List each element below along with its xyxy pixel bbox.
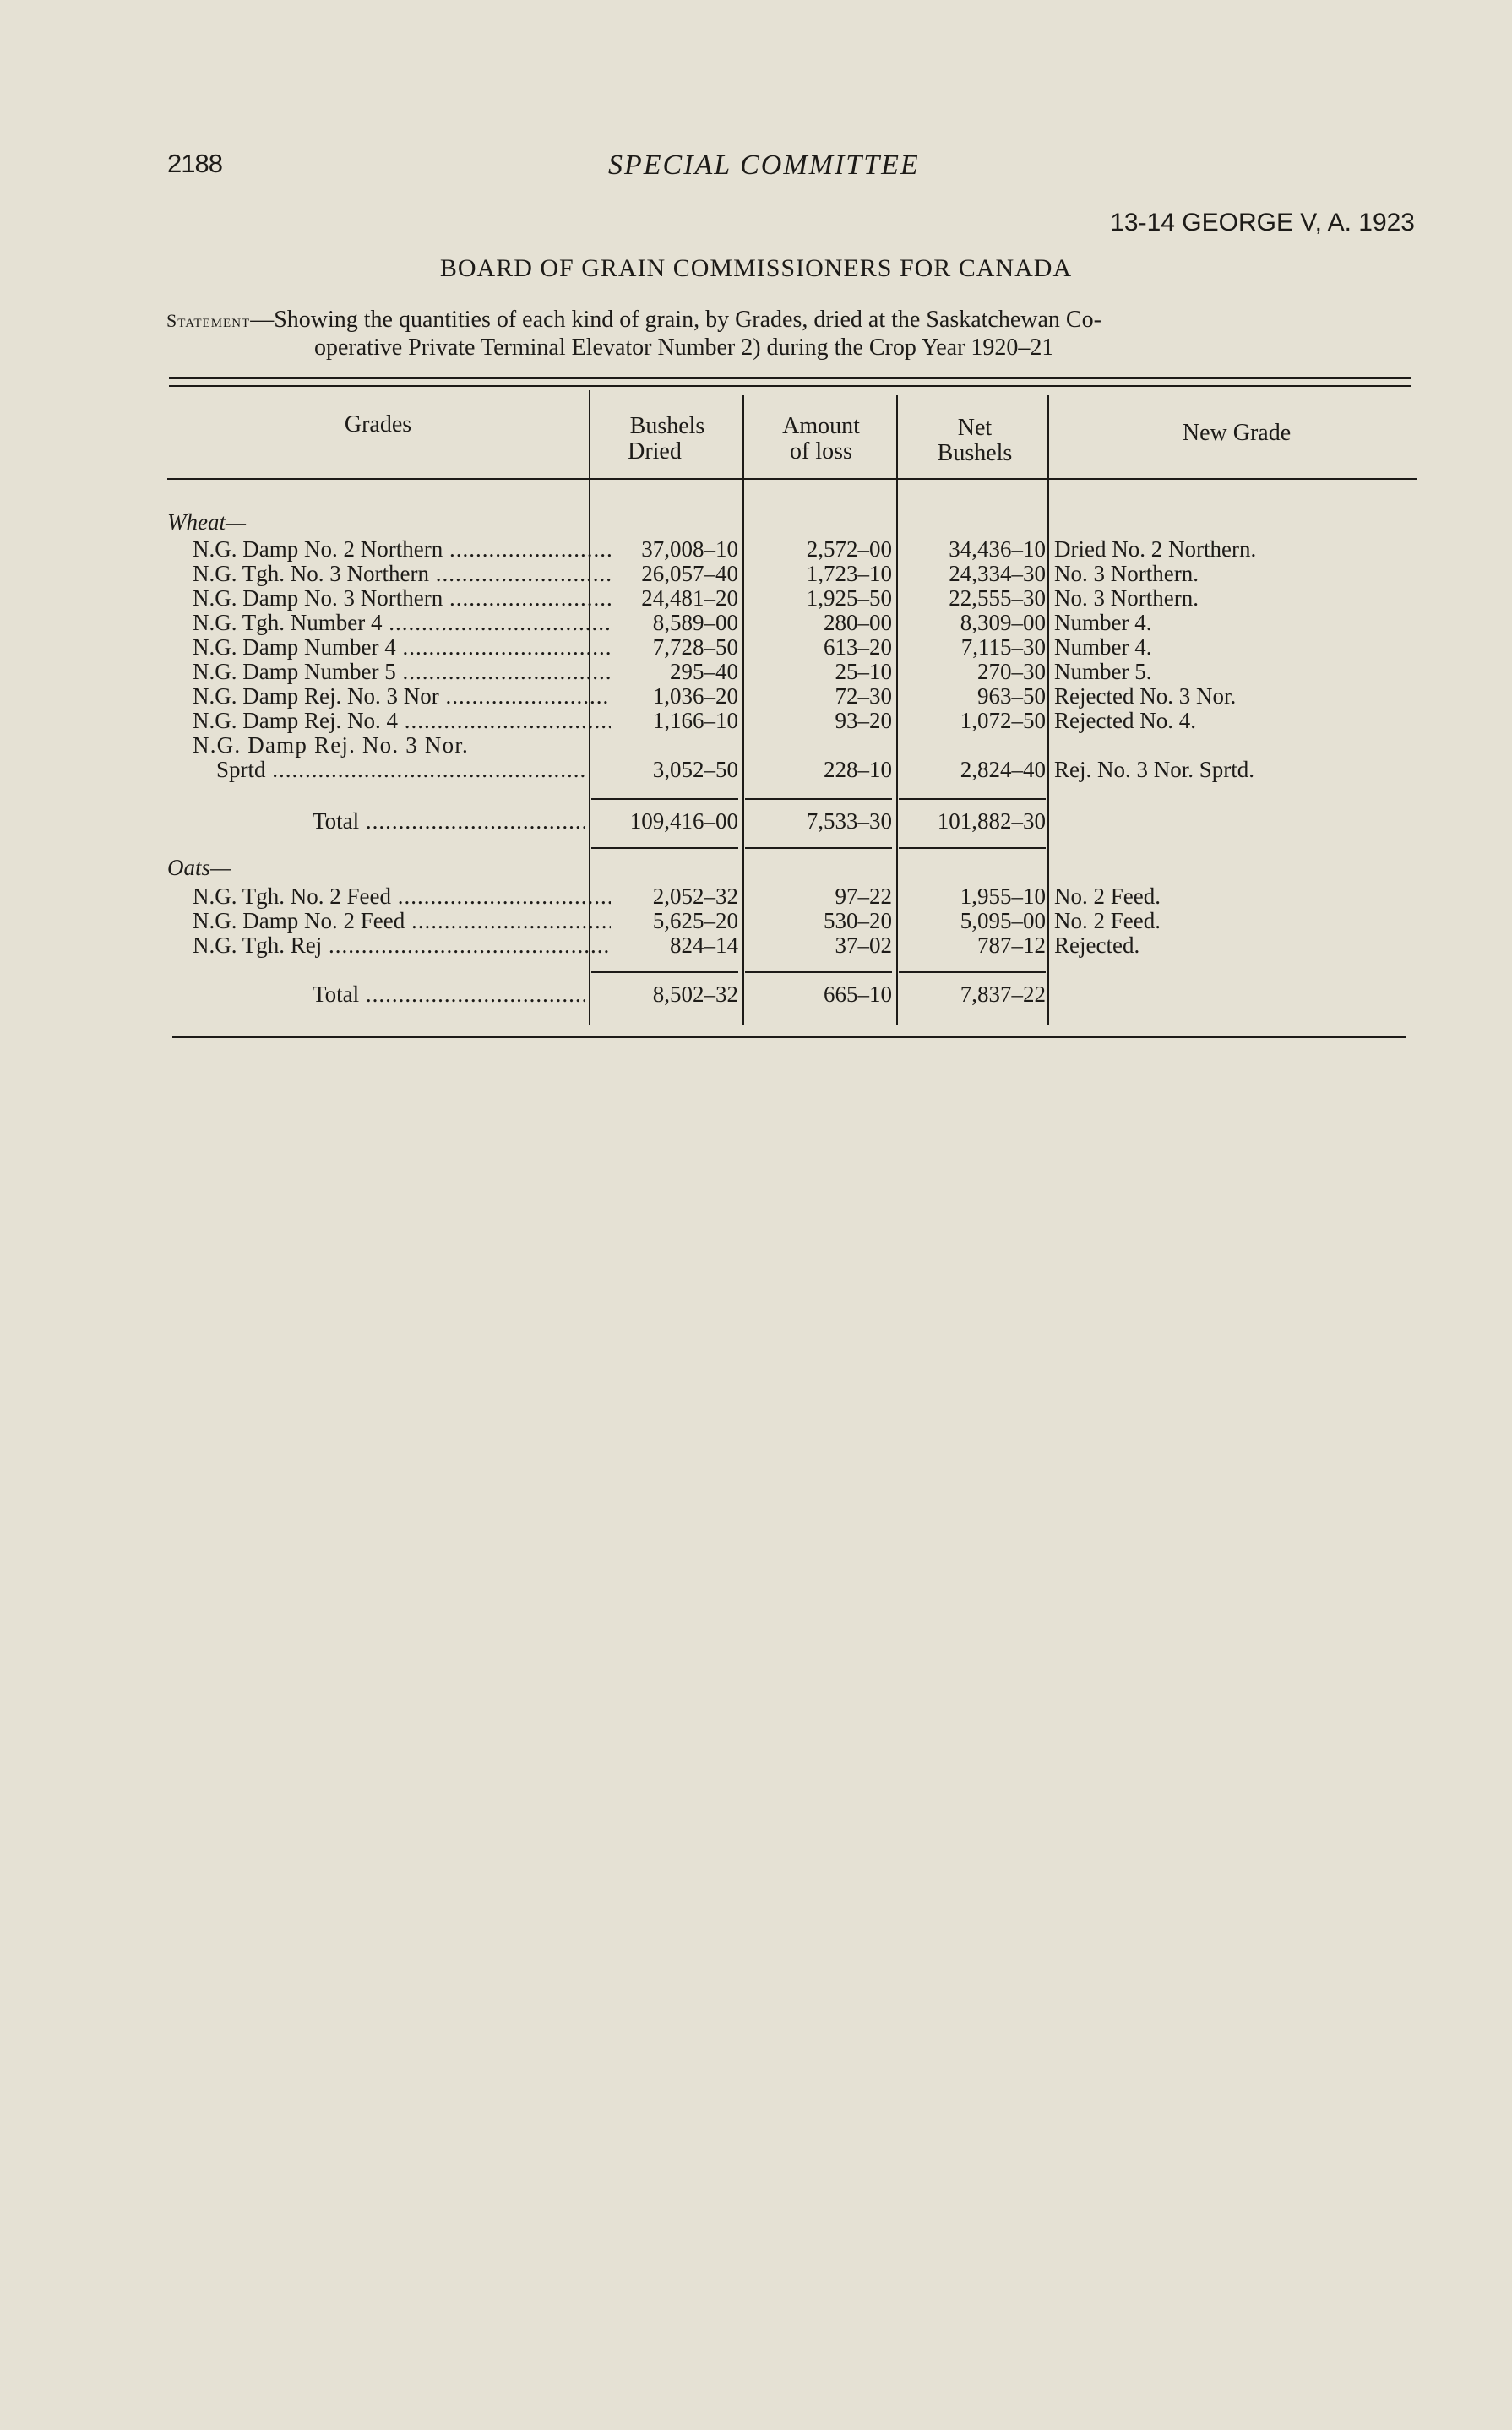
table-row <box>0 709 1512 733</box>
total-label: Total ..... <box>313 982 585 1007</box>
wheat-total-rule-1 <box>591 798 738 800</box>
statement-line-1 <box>166 307 1421 334</box>
dried-cell: 5,625–20 <box>652 908 738 933</box>
table-row <box>0 758 1512 782</box>
new-grade-cell: No. 2 Feed. <box>1054 908 1161 933</box>
table-row <box>0 733 1512 758</box>
dried-cell: 824–14 <box>670 932 738 958</box>
total-label: Total ..... <box>313 809 585 834</box>
loss-cell: 1,925–50 <box>806 585 892 611</box>
grade-cell: N.G. Damp No. 3 Northern ..... <box>193 586 611 611</box>
header-loss-line1: Amount <box>782 413 860 439</box>
loss-cell: 93–20 <box>835 708 892 733</box>
oats-total-rule-3 <box>899 971 1046 973</box>
loss-cell: 25–10 <box>835 659 892 684</box>
net-cell: 5,095–00 <box>960 908 1046 933</box>
net-cell: 270–30 <box>977 659 1046 684</box>
wheat-group-title: Wheat— <box>167 509 246 535</box>
header-loss-line2: of loss <box>790 438 852 465</box>
dried-cell: 37,008–10 <box>641 536 738 562</box>
header-bushels-dried <box>591 414 743 465</box>
new-grade-cell: Rejected No. 3 Nor. <box>1054 683 1237 709</box>
header-net-bushels <box>899 416 1051 466</box>
net-cell: 8,309–00 <box>960 610 1046 635</box>
wheat-total-rule-2 <box>745 798 892 800</box>
wheat-total-rule-3 <box>899 798 1046 800</box>
statement-caption <box>166 307 1421 362</box>
total-loss: 7,533–30 <box>806 808 892 834</box>
net-cell: 24,334–30 <box>949 561 1046 586</box>
header-bushels-line2: Dried <box>628 438 682 465</box>
total-loss: 665–10 <box>824 981 892 1007</box>
new-grade-cell: Rejected. <box>1054 932 1140 958</box>
net-cell: 787–12 <box>977 932 1046 958</box>
table-row <box>0 562 1512 586</box>
loss-cell: 228–10 <box>824 757 892 782</box>
new-grade-cell: Dried No. 2 Northern. <box>1054 536 1257 562</box>
table-row <box>0 884 1512 909</box>
oats-total-rule-2 <box>745 971 892 973</box>
table-row <box>0 586 1512 611</box>
grade-cell-continued: Sprtd ..... <box>216 758 585 782</box>
header-net-line2: Bushels <box>937 440 1013 466</box>
net-cell: 1,955–10 <box>960 883 1046 909</box>
grade-cell: N.G. Damp Rej. No. 3 Nor. <box>193 733 469 758</box>
grade-cell: N.G. Tgh. No. 3 Northern ..... <box>193 562 611 586</box>
net-cell: 34,436–10 <box>949 536 1046 562</box>
new-grade-cell: Number 5. <box>1054 659 1152 684</box>
total-row <box>0 809 1512 834</box>
header-bottom-rule <box>167 478 1417 480</box>
new-grade-cell: Number 4. <box>1054 610 1152 635</box>
loss-cell: 280–00 <box>824 610 892 635</box>
new-grade-cell: Rejected No. 4. <box>1054 708 1196 733</box>
grade-cell: N.G. Damp Rej. No. 3 Nor ..... <box>193 684 611 709</box>
total-net: 101,882–30 <box>937 808 1046 834</box>
dried-cell: 2,052–32 <box>652 883 738 909</box>
total-dried: 8,502–32 <box>652 981 738 1007</box>
dried-cell: 24,481–20 <box>641 585 738 611</box>
total-dried: 109,416–00 <box>629 808 738 834</box>
new-grade-cell: No. 3 Northern. <box>1054 585 1199 611</box>
dried-cell: 7,728–50 <box>652 634 738 660</box>
grade-cell: N.G. Tgh. No. 2 Feed ..... <box>193 884 611 909</box>
session-reference: 13-14 GEORGE V, A. 1923 <box>1110 209 1415 236</box>
statement-text-1: —Showing the quantities of each kind of grain, by Grades, dried at the Saskatchewan Co- <box>250 307 1101 333</box>
running-head: SPECIAL COMMITTEE <box>608 149 920 181</box>
grade-cell: N.G. Damp Number 4 ..... <box>193 635 611 660</box>
total-row <box>0 982 1512 1007</box>
header-net-line1: Net <box>957 415 993 441</box>
wheat-total-under-2 <box>745 847 892 849</box>
oats-group-title: Oats— <box>167 855 231 880</box>
header-bushels-line1: Bushels <box>629 413 705 439</box>
new-grade-cell: No. 3 Northern. <box>1054 561 1199 586</box>
net-cell: 1,072–50 <box>960 708 1046 733</box>
table-top-rule-thin <box>169 385 1411 387</box>
dried-cell: 3,052–50 <box>652 757 738 782</box>
table-row <box>0 933 1512 958</box>
table-row <box>0 635 1512 660</box>
statement-line-2: operative Private Terminal Elevator Number 2) during the Crop Year 1920–21 <box>314 334 1054 361</box>
grade-cell: N.G. Tgh. Number 4 ..... <box>193 611 611 635</box>
loss-cell: 613–20 <box>824 634 892 660</box>
loss-cell: 530–20 <box>824 908 892 933</box>
net-cell: 2,824–40 <box>960 757 1046 782</box>
net-cell: 963–50 <box>977 683 1046 709</box>
table-top-rule <box>169 377 1411 379</box>
dried-cell: 26,057–40 <box>641 561 738 586</box>
grade-cell: N.G. Damp No. 2 Northern ..... <box>193 537 611 562</box>
grade-cell: N.G. Damp Number 5 ..... <box>193 660 611 684</box>
header-amount-of-loss <box>745 414 897 465</box>
dried-cell: 1,166–10 <box>652 708 738 733</box>
net-cell: 7,115–30 <box>960 634 1046 660</box>
loss-cell: 72–30 <box>835 683 892 709</box>
new-grade-cell: Number 4. <box>1054 634 1152 660</box>
grade-cell: N.G. Tgh. Rej ..... <box>193 933 611 958</box>
grade-cell: N.G. Damp Rej. No. 4 ..... <box>193 709 611 733</box>
loss-cell: 2,572–00 <box>806 536 892 562</box>
table-row <box>0 660 1512 684</box>
dried-cell: 8,589–00 <box>652 610 738 635</box>
oats-total-rule-1 <box>591 971 738 973</box>
board-title: BOARD OF GRAIN COMMISSIONERS FOR CANADA <box>439 254 1073 282</box>
dried-cell: 295–40 <box>670 659 738 684</box>
table-bottom-rule <box>172 1036 1406 1038</box>
header-new-grade: New Grade <box>1182 420 1292 446</box>
wheat-total-under-1 <box>591 847 738 849</box>
statement-lead: Statement <box>166 310 251 331</box>
total-net: 7,837–22 <box>960 981 1046 1007</box>
page-number: 2188 <box>167 149 222 178</box>
net-cell: 22,555–30 <box>949 585 1046 611</box>
wheat-total-under-3 <box>899 847 1046 849</box>
header-grades: Grades <box>344 411 412 438</box>
loss-cell: 37–02 <box>835 932 892 958</box>
new-grade-cell: Rej. No. 3 Nor. Sprtd. <box>1054 757 1255 782</box>
grade-cell: N.G. Damp No. 2 Feed ..... <box>193 909 611 933</box>
new-grade-cell: No. 2 Feed. <box>1054 883 1161 909</box>
dried-cell: 1,036–20 <box>652 683 738 709</box>
loss-cell: 1,723–10 <box>806 561 892 586</box>
table-row <box>0 909 1512 933</box>
table-row <box>0 611 1512 635</box>
loss-cell: 97–22 <box>835 883 892 909</box>
table-row <box>0 684 1512 709</box>
table-row <box>0 537 1512 562</box>
